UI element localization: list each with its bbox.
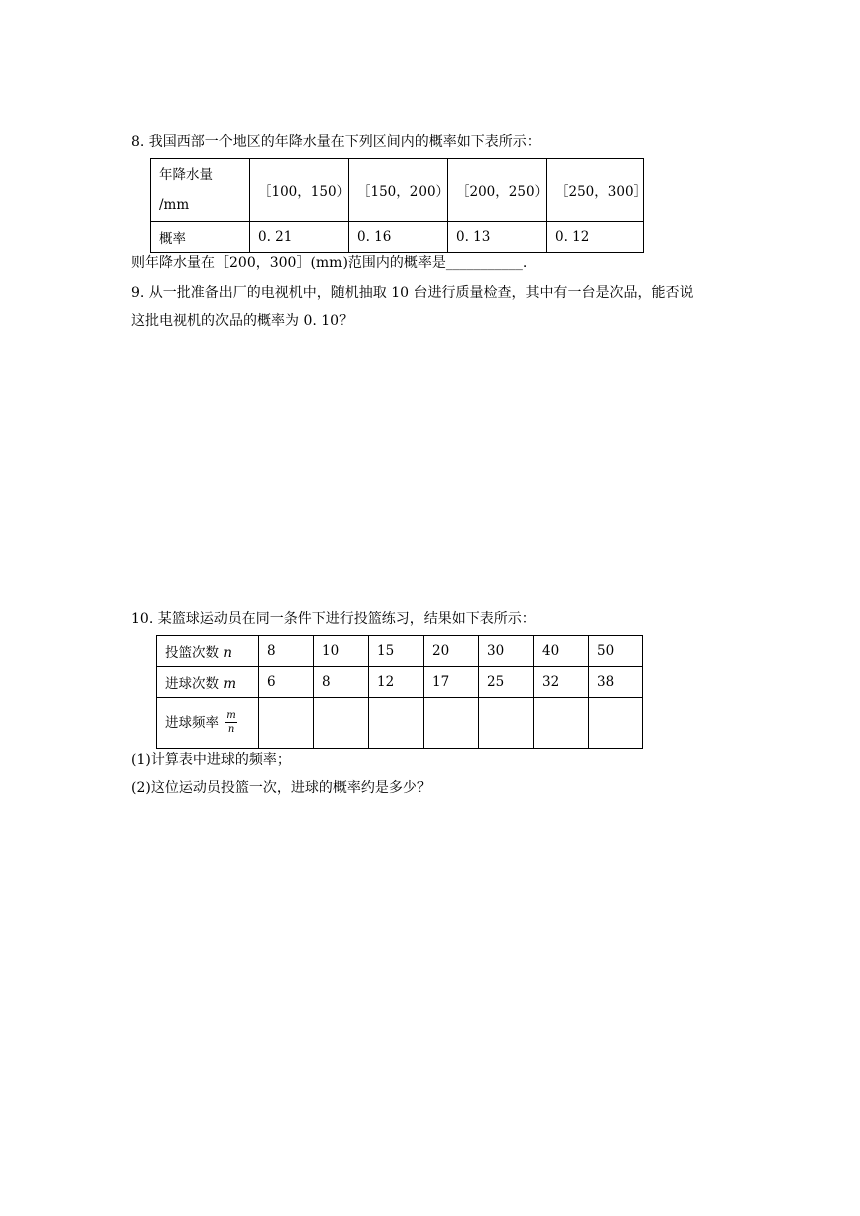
q10-r3-c7[interactable]: [589, 698, 643, 749]
q8-value-3: 0. 13: [448, 222, 547, 253]
q10-row3-label-text: 进球频率: [165, 714, 219, 731]
q8-rainfall-table: [150, 158, 648, 253]
q10-r3-c5[interactable]: [479, 698, 534, 749]
q10-r3-c6[interactable]: [534, 698, 589, 749]
q8-row-label: 概率: [151, 222, 250, 253]
q10-r2-c7: 38: [589, 667, 643, 698]
q10-frequency-fraction: [225, 711, 236, 735]
q10-sub1: (1)计算表中进球的频率；: [131, 752, 291, 768]
q10-r3-c1[interactable]: [259, 698, 314, 749]
q8-header-label-line2: /mm: [159, 197, 190, 213]
q10-row1-var: n: [223, 645, 232, 661]
q10-row2-label-text: 进球次数: [165, 676, 219, 692]
q10-row2-var: m: [223, 676, 237, 692]
q10-r2-c2: 8: [314, 667, 369, 698]
q9-line2: 这批电视机的次品的概率为 0. 10？: [131, 313, 354, 329]
q10-r3-c2[interactable]: [314, 698, 369, 749]
q8-header-label: [151, 159, 250, 222]
q10-shooting-table: [156, 635, 643, 749]
q10-r2-c3: 12: [369, 667, 424, 698]
q9-line1: 9. 从一批准备出厂的电视机中，随机抽取 10 台进行质量检查，其中有一台是次品，能否说: [131, 285, 694, 301]
q8-interval-3: ［200，250）: [448, 159, 547, 222]
q10-r1-c1: 8: [259, 636, 314, 667]
q10-r1-c6: 40: [534, 636, 589, 667]
q10-r2-c5: 25: [479, 667, 534, 698]
q10-sub2: (2)这位运动员投篮一次，进球的概率约是多少？: [131, 780, 431, 796]
q10-row1-label: [157, 636, 259, 667]
q10-r2-c6: 32: [534, 667, 589, 698]
q8-header-label-line1: 年降水量: [159, 167, 213, 183]
q10-r2-c1: 6: [259, 667, 314, 698]
q10-row2-label: [157, 667, 259, 698]
q10-stem: 10. 某篮球运动员在同一条件下进行投篮练习，结果如下表所示：: [131, 611, 536, 627]
q10-frac-numerator: m: [226, 710, 236, 722]
q8-answer-line: 则年降水量在［200，300］(mm)范围内的概率是___________.: [131, 255, 528, 271]
q8-interval-4: ［250，300］: [547, 159, 644, 222]
q10-r3-c3[interactable]: [369, 698, 424, 749]
q8-interval-1: ［100，150）: [250, 159, 349, 222]
q10-row3-label: [157, 698, 259, 749]
q8-value-4: 0. 12: [547, 222, 644, 253]
q10-row1-label-text: 投篮次数: [165, 645, 219, 661]
q10-r1-c5: 30: [479, 636, 534, 667]
q10-r1-c7: 50: [589, 636, 643, 667]
q8-stem: 8. 我国西部一个地区的年降水量在下列区间内的概率如下表所示：: [131, 134, 541, 150]
q8-value-1: 0. 21: [250, 222, 349, 253]
q10-r1-c4: 20: [424, 636, 479, 667]
q10-r2-c4: 17: [424, 667, 479, 698]
q8-interval-2: ［150，200）: [349, 159, 448, 222]
q8-value-2: 0. 16: [349, 222, 448, 253]
q10-r1-c2: 10: [314, 636, 369, 667]
q10-r3-c4[interactable]: [424, 698, 479, 749]
q10-r1-c3: 15: [369, 636, 424, 667]
q10-frac-denominator: n: [227, 724, 235, 736]
